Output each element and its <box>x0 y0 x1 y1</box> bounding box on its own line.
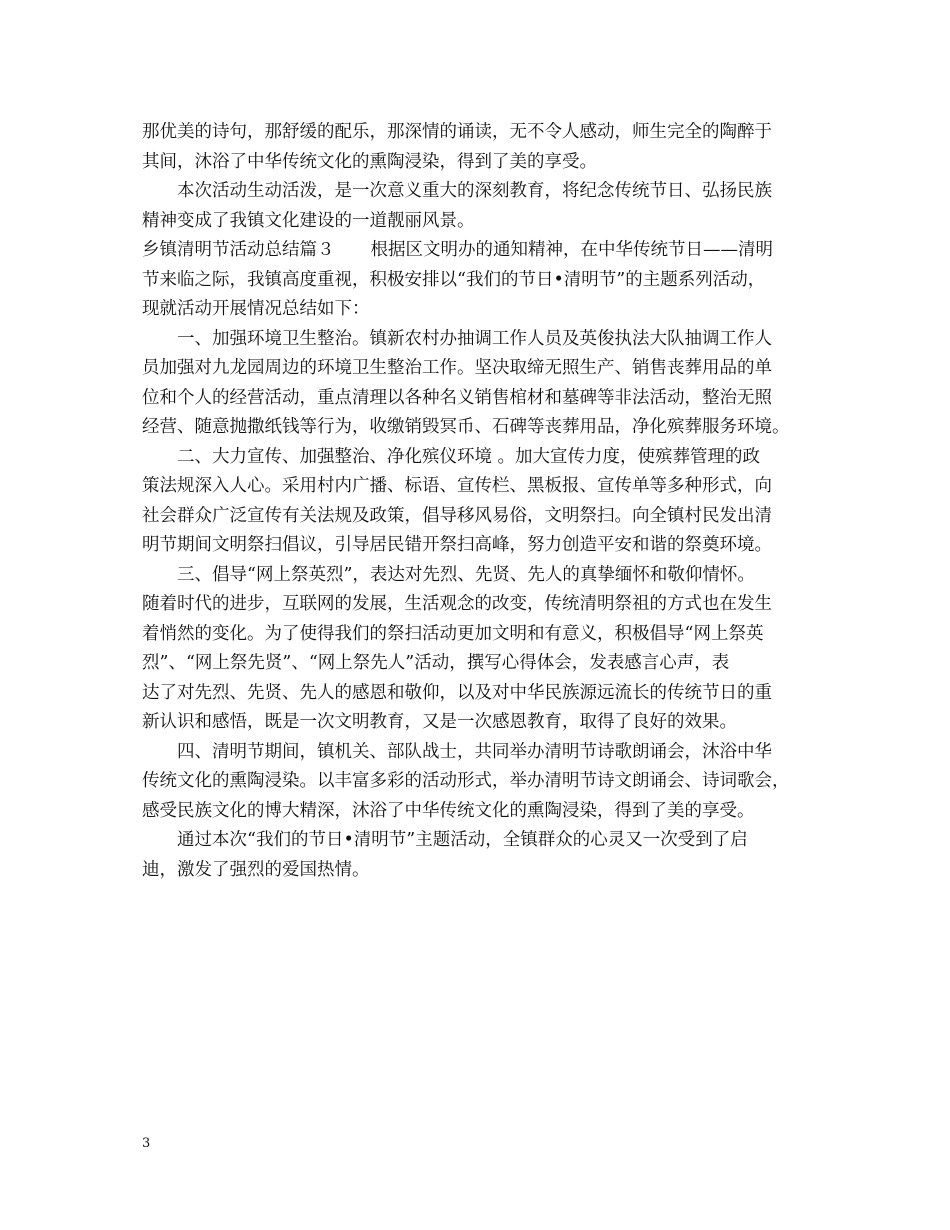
text-line: 感受民族文化的博大精深，沐浴了中华传统文化的熏陶浸染，得到了美的享受。 <box>142 800 755 821</box>
text-line: 新认识和感悟，既是一次文明教育，又是一次感恩教育，取得了良好的效果。 <box>142 712 737 732</box>
text-line: 烈”、“网上祭先贤”、“网上祭先人”活动，撰写心得体会，发表感言心声，表 <box>142 653 730 673</box>
page-number: 3 <box>142 1136 151 1151</box>
text-line: 员加强对九龙园周边的环境卫生整治工作。坚决取缔无照生产、销售丧葬用品的单 <box>142 358 772 378</box>
body-text <box>142 118 822 885</box>
paragraph-first-line: 三、倡导“网上祭英烈”，表达对先烈、先贤、先人的真挚缅怀和敬仰情怀。 <box>177 564 755 585</box>
text-line: 节来临之际，我镇高度重视，积极安排以“我们的节日•清明节”的主题系列活动， <box>142 269 766 290</box>
text-line: 明节期间文明祭扫倡议，引导居民错开祭扫高峰，努力创造平安和谐的祭奠环境。 <box>142 535 772 555</box>
section-heading: 乡镇清明节活动总结篇３ <box>142 240 335 260</box>
text-line: 经营、随意抛撒纸钱等行为，收缴销毁冥币、石碑等丧葬用品，净化殡葬服务环境。 <box>142 417 790 437</box>
text-line: 现就活动开展情况总结如下： <box>142 299 370 319</box>
section-heading-line <box>142 236 822 266</box>
text-line: 位和个人的经营活动，重点清理以各种名义销售棺材和墓碑等非法活动，整治无照 <box>142 387 772 408</box>
text-line: 达了对先烈、先贤、先人的感恩和敬仰，以及对中华民族源远流长的传统节日的重 <box>142 682 772 703</box>
paragraph-first-line: 通过本次“我们的节日•清明节”主题活动，全镇群众的心灵又一次受到了启 <box>177 830 748 850</box>
paragraph-first-line: 一、加强环境卫生整治。镇新农村办抽调工作人员及英俊执法大队抽调工作人 <box>177 328 772 349</box>
text-line: 策法规深入人心。采用村内广播、标语、宣传栏、黑板报、宣传单等多种形式，向 <box>142 476 772 496</box>
section-intro-text: 根据区文明办的通知精神，在中华传统节日——清明 <box>370 240 773 260</box>
text-line: 那优美的诗句，那舒缓的配乐，那深情的诵读，无不令人感动，师生完全的陶醉于 <box>142 122 772 142</box>
text-line: 着悄然的变化。为了使得我们的祭扫活动更加文明和有意义，积极倡导“网上祭英 <box>142 623 764 644</box>
text-line: 传统文化的熏陶浸染。以丰富多彩的活动形式，举办清明节诗文朗诵会、诗词歌会， <box>142 771 790 791</box>
text-line: 随着时代的进步，互联网的发展，生活观念的改变，传统清明祭祖的方式也在发生 <box>142 594 772 614</box>
text-line: 迪，激发了强烈的爱国热情。 <box>142 859 370 880</box>
paragraph-first-line: 本次活动生动活泼，是一次意义重大的深刻教育，将纪念传统节日、弘扬民族 <box>177 181 772 201</box>
text-line: 社会群众广泛宣传有关法规及政策，倡导移风易俗，文明祭扫。向全镇村民发出清 <box>142 505 772 526</box>
paragraph-first-line: 二、大力宣传、加强整治、净化殡仪环境 。加大宣传力度，使殡葬管理的政 <box>177 446 761 467</box>
paragraph-first-line: 四、清明节期间，镇机关、部队战士，共同举办清明节诗歌朗诵会，沐浴中华 <box>177 741 772 762</box>
text-line: 精神变成了我镇文化建设的一道靓丽风景。 <box>142 210 475 231</box>
text-line: 其间，沐浴了中华传统文化的熏陶浸染，得到了美的享受。 <box>142 151 597 172</box>
